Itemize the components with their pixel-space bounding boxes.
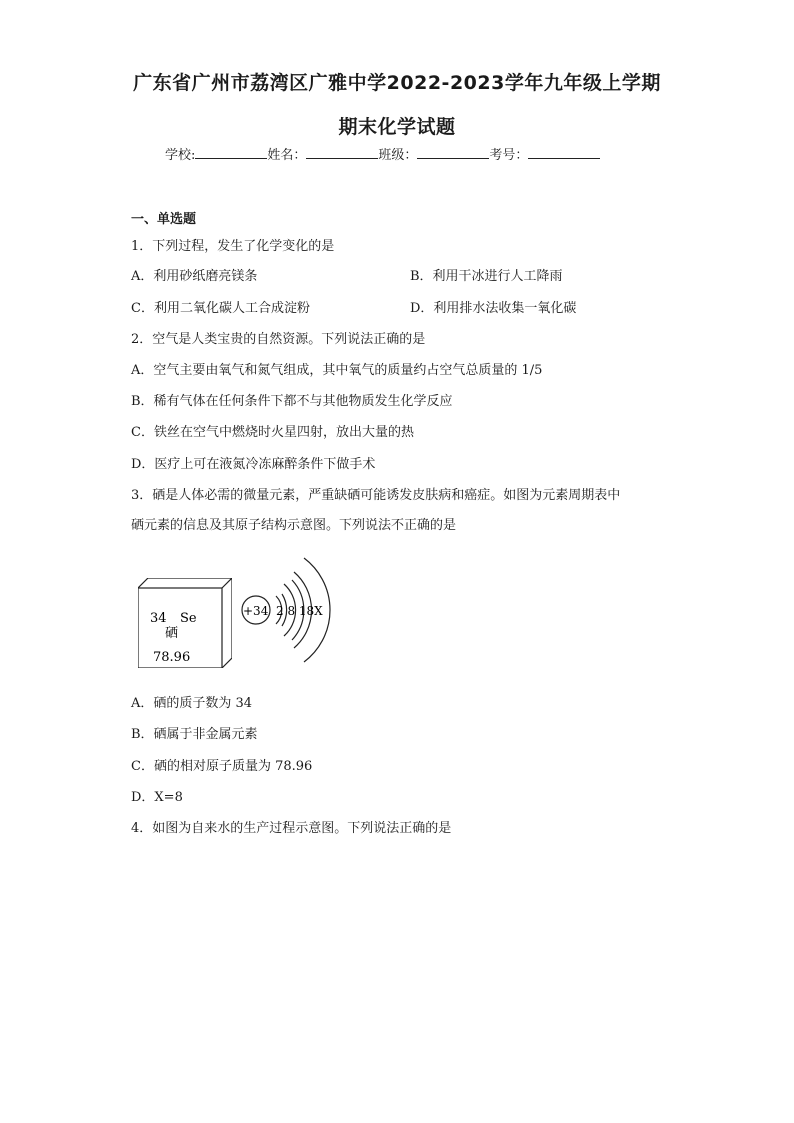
atomic-structure-diagram [238,548,348,678]
student-info-row [165,144,600,163]
class-label: 班级： [378,148,418,163]
school-blank[interactable] [195,146,267,159]
question-1-option-a: A．利用砂纸磨亮镁条 [131,269,258,284]
number-label: 考号： [489,148,529,163]
question-2-option-c: C．铁丝在空气中燃烧时火星四射，放出大量的热 [131,425,414,440]
periodic-table-cell [138,578,232,668]
section-heading: 一、单选题 [131,212,197,227]
question-2-stem: 2．空气是人类宝贵的自然资源。下列说法正确的是 [131,332,426,347]
question-3-option-d: D．X=8 [131,790,183,805]
question-2-option-d: D．医疗上可在液氮冷冻麻醉条件下做手术 [131,457,376,472]
nucleus-charge: +34 [243,604,269,618]
question-4-stem: 4．如图为自来水的生产过程示意图。下列说法正确的是 [131,821,452,836]
question-3-option-c: C．硒的相对原子质量为 78.96 [131,759,313,774]
question-1-stem: 1．下列过程，发生了化学变化的是 [131,239,335,254]
name-label: 姓名： [267,148,307,163]
question-3-option-b: B．硒属于非金属元素 [131,727,258,742]
question-1-option-d: D．利用排水法收集一氧化碳 [410,301,577,316]
class-blank[interactable] [417,146,489,159]
exam-title-line1: 广东省广州市荔湾区广雅中学2022-2023学年九年级上学期 [133,72,661,94]
atomic-number: 34 [150,611,167,626]
exam-title-line2: 期末化学试题 [338,116,456,138]
question-1-option-b: B．利用干冰进行人工降雨 [410,269,563,284]
question-3-stem-line2: 硒元素的信息及其原子结构示意图。下列说法不正确的是 [131,518,457,533]
school-label: 学校: [165,148,196,163]
number-blank[interactable] [528,146,600,159]
question-3-stem-line1: 3．硒是人体必需的微量元素，严重缺硒可能诱发皮肤病和癌症。如图为元素周期表中 [131,488,621,503]
question-3-option-a: A．硒的质子数为 34 [131,696,253,711]
atomic-mass: 78.96 [153,650,191,665]
name-blank[interactable] [306,146,378,159]
question-1-option-c: C．利用二氧化碳人工合成淀粉 [131,301,310,316]
question-2-option-b: B．稀有气体在任何条件下都不与其他物质发生化学反应 [131,394,453,409]
question-2-option-a: A．空气主要由氧气和氮气组成，其中氧气的质量约占空气总质量的 1/5 [131,363,543,378]
electron-shell-numbers: 2 8 18X [276,604,323,618]
element-name: 硒 [165,626,179,641]
element-symbol: Se [180,611,197,626]
